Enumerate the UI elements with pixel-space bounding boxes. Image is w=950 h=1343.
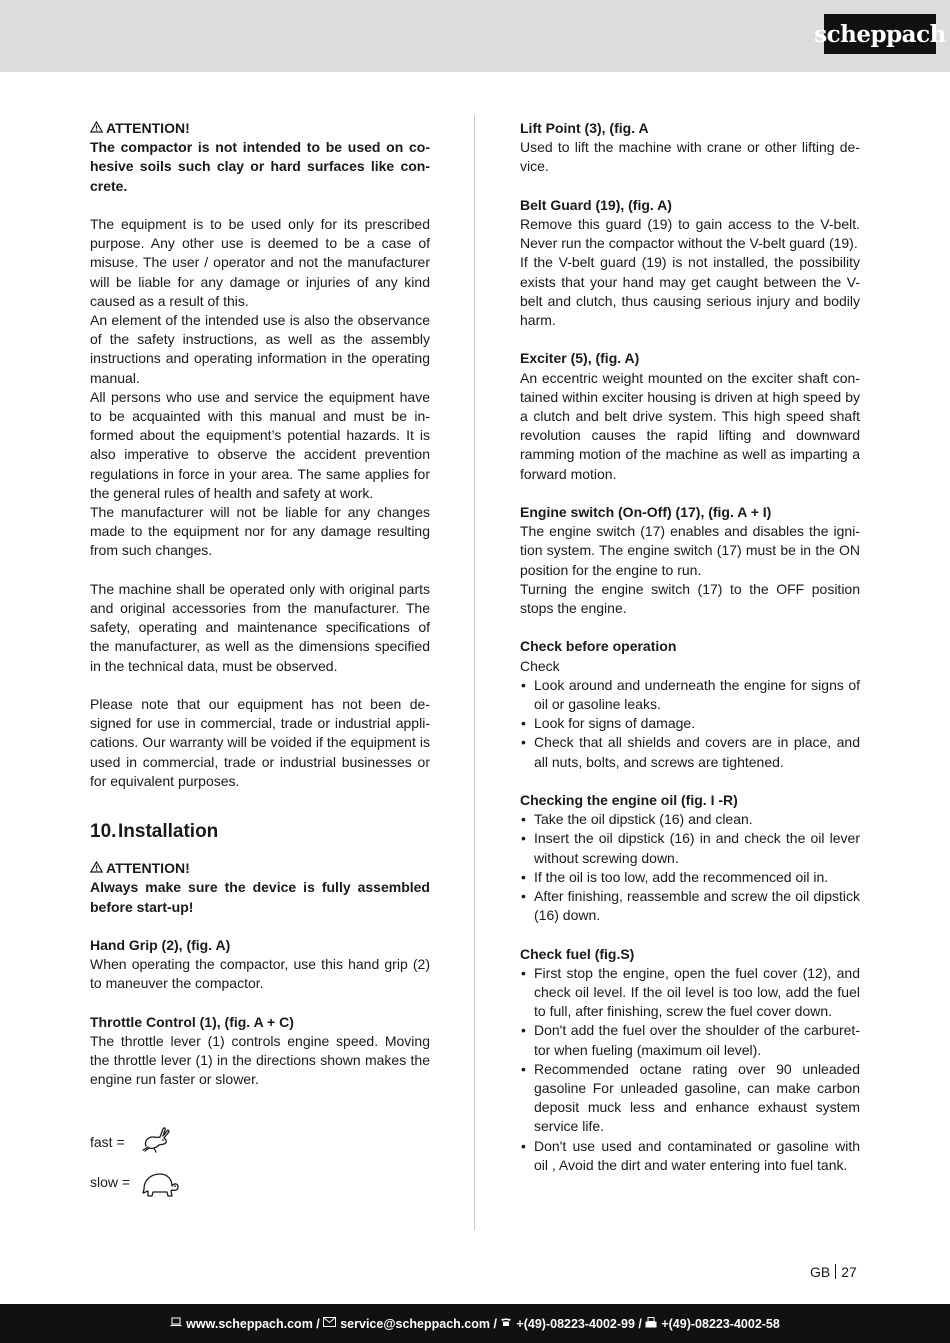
paragraph: Please note that our equipment has not been designed for use in commercial, trade or industrial applications. Our warranty will be voided if the equipment is used in commercial, trade or industrial businesses or for equivalent purposes. xyxy=(90,696,430,789)
phone-icon xyxy=(500,1317,512,1330)
engine-switch-text: Turning the engine switch (17) to the OFF position stops the engine. xyxy=(520,580,860,617)
hand-grip-heading: Hand Grip (2), (fig. A) xyxy=(90,937,231,954)
rabbit-icon xyxy=(140,1124,172,1157)
turtle-icon xyxy=(140,1171,180,1202)
paragraph: The manufacturer will not be liable for any changes made to the equipment nor for any damage resulting from such changes. xyxy=(90,504,430,559)
oil-list xyxy=(520,810,860,925)
fast-label: fast = xyxy=(90,1134,125,1150)
fax-icon xyxy=(645,1317,657,1331)
left-column xyxy=(90,119,430,1090)
paragraph: The machine shall be operated only with original parts and original accessories from the manufacturer. The safety, operating and maintenance specifications of the manufacturer, as well as the dimensions specified in the technical data, must be observed. xyxy=(90,580,430,674)
list-item: • After finishing, reassemble and screw the oil dipstick (16) down. xyxy=(520,887,860,925)
footer-email-link[interactable]: service@scheppach.com xyxy=(340,1316,490,1331)
attention-text: Always make sure the device is fully assembled before start-up! xyxy=(90,879,430,915)
email-icon xyxy=(323,1317,336,1330)
list-item: • Recommended octane rating over 90 unleaded gasoline For unleaded gasoline, can make carbon deposit muck less and enhance exhaust system service life. xyxy=(520,1060,860,1137)
section-title: Installation xyxy=(118,821,219,843)
footer-separator: / xyxy=(634,1316,646,1331)
check-list xyxy=(520,676,860,772)
brand-logo: scheppach xyxy=(824,14,936,54)
exciter-heading: Exciter (5), (fig. A) xyxy=(520,350,640,367)
header-bar xyxy=(0,0,950,72)
belt-guard-heading: Belt Guard (19), (fig. A) xyxy=(520,196,672,213)
laptop-icon xyxy=(170,1317,182,1330)
list-item: • Don't add the fuel over the shoulder of the carburettor when fueling (maximum oil level). xyxy=(520,1021,860,1059)
footer-fax: +(49)-08223-4002-58 xyxy=(661,1316,780,1331)
hand-grip-text: When operating the compactor, use this hand grip (2) to maneuver the compactor. xyxy=(90,956,430,992)
slow-label: slow = xyxy=(90,1174,131,1190)
footer-phone: +(49)-08223-4002-99 xyxy=(516,1316,635,1331)
paragraph: All persons who use and service the equipment have to be acquainted with this manual and must be informed about the equipment’s potential hazards. It is also imperative to observe the accident prevention regulations in force in your area. The same applies for the general rules of health and safety at work. xyxy=(90,388,430,501)
paragraph: An element of the intended use is also the observance of the safety instructions, as well as the assembly instructions and operating information in the operating manual. xyxy=(90,312,430,386)
section-number: 10. xyxy=(90,821,117,843)
list-item: • Take the oil dipstick (16) and clean. xyxy=(520,810,860,829)
page-language: GB xyxy=(810,1264,831,1280)
warning-triangle-icon xyxy=(90,859,103,878)
paragraph: The equipment is to be used only for its prescribed purpose. Any other use is deemed to be a case of misuse. The user / operator and not the manufacturer will be liable for any damage or injuries of any kind caused as a result of this. xyxy=(90,216,430,309)
throttle-heading: Throttle Control (1), (fig. A + C) xyxy=(90,1013,294,1030)
list-item: • Look around and underneath the engine for signs of oil or gasoline leaks. xyxy=(520,676,860,714)
list-item: • Don't use used and contaminated or gasoline with oil , Avoid the dirt and water entering into fuel tank. xyxy=(520,1137,860,1175)
list-item: • Look for signs of damage. xyxy=(520,714,860,733)
page-number-separator xyxy=(835,1264,836,1279)
footer-website-link[interactable]: www.scheppach.com xyxy=(186,1316,313,1331)
footer-separator: / xyxy=(490,1316,501,1331)
list-item: • Insert the oil dipstick (16) in and check the oil lever without screwing down. xyxy=(520,829,860,867)
footer-bar xyxy=(0,1304,950,1343)
section-heading xyxy=(90,820,430,844)
warning-triangle-icon xyxy=(90,119,103,138)
belt-guard-text: Remove this guard (19) to gain access to the V-belt. Never run the compactor without the V-belt guard (19). xyxy=(520,216,860,252)
attention-heading: ATTENTION! xyxy=(90,119,430,138)
lift-point-text: Used to lift the machine with crane or other lifting device. xyxy=(520,139,860,175)
list-item: • First stop the engine, open the fuel cover (12), and check oil level. If the oil level is too low, add the fuel to full, after finishing, screw the fuel cover down. xyxy=(520,964,860,1022)
fuel-list xyxy=(520,964,860,1175)
exciter-text: An eccentric weight mounted on the exciter shaft contained within exciter housing is driven at high speed by a clutch and belt drive system. This high speed shaft revolution causes the rapid lifting and downward ramming motion of the machine as well as imparting a forward motion. xyxy=(520,369,860,482)
check-before-heading: Check before operation xyxy=(520,638,677,655)
check-fuel-heading: Check fuel (fig.S) xyxy=(520,945,635,962)
lift-point-heading: Lift Point (3), (fig. A xyxy=(520,120,649,136)
page-number xyxy=(810,1264,857,1280)
belt-guard-text: If the V-belt guard (19) is not installed, the possibility exists that your hand may get caught between the V-belt and clutch, thus causing serious injury and bodily harm. xyxy=(520,254,860,329)
engine-switch-text: The engine switch (17) enables and disables the ignition system. The engine switch (17) must be in the ON position for the engine to run. xyxy=(520,523,860,578)
throttle-text: The throttle lever (1) controls engine speed. Moving the throttle lever (1) in the directions shown makes the engine run faster or slower. xyxy=(90,1033,430,1088)
engine-switch-heading: Engine switch (On-Off) (17), (fig. A + I) xyxy=(520,504,772,521)
page-number-value: 27 xyxy=(841,1264,857,1280)
attention-text: The compactor is not intended to be used on cohesive soils such clay or hard surfaces like concrete. xyxy=(90,139,430,194)
column-divider xyxy=(474,115,475,1230)
list-item: • If the oil is too low, add the recommenced oil in. xyxy=(520,868,860,887)
footer-separator: / xyxy=(312,1316,324,1331)
list-item: • Check that all shields and covers are in place, and all nuts, bolts, and screws are tightened. xyxy=(520,733,860,771)
check-intro: Check xyxy=(520,657,560,674)
attention-heading: ATTENTION! xyxy=(90,859,430,878)
right-column xyxy=(520,119,860,1175)
engine-oil-heading: Checking the engine oil (fig. I -R) xyxy=(520,792,738,809)
